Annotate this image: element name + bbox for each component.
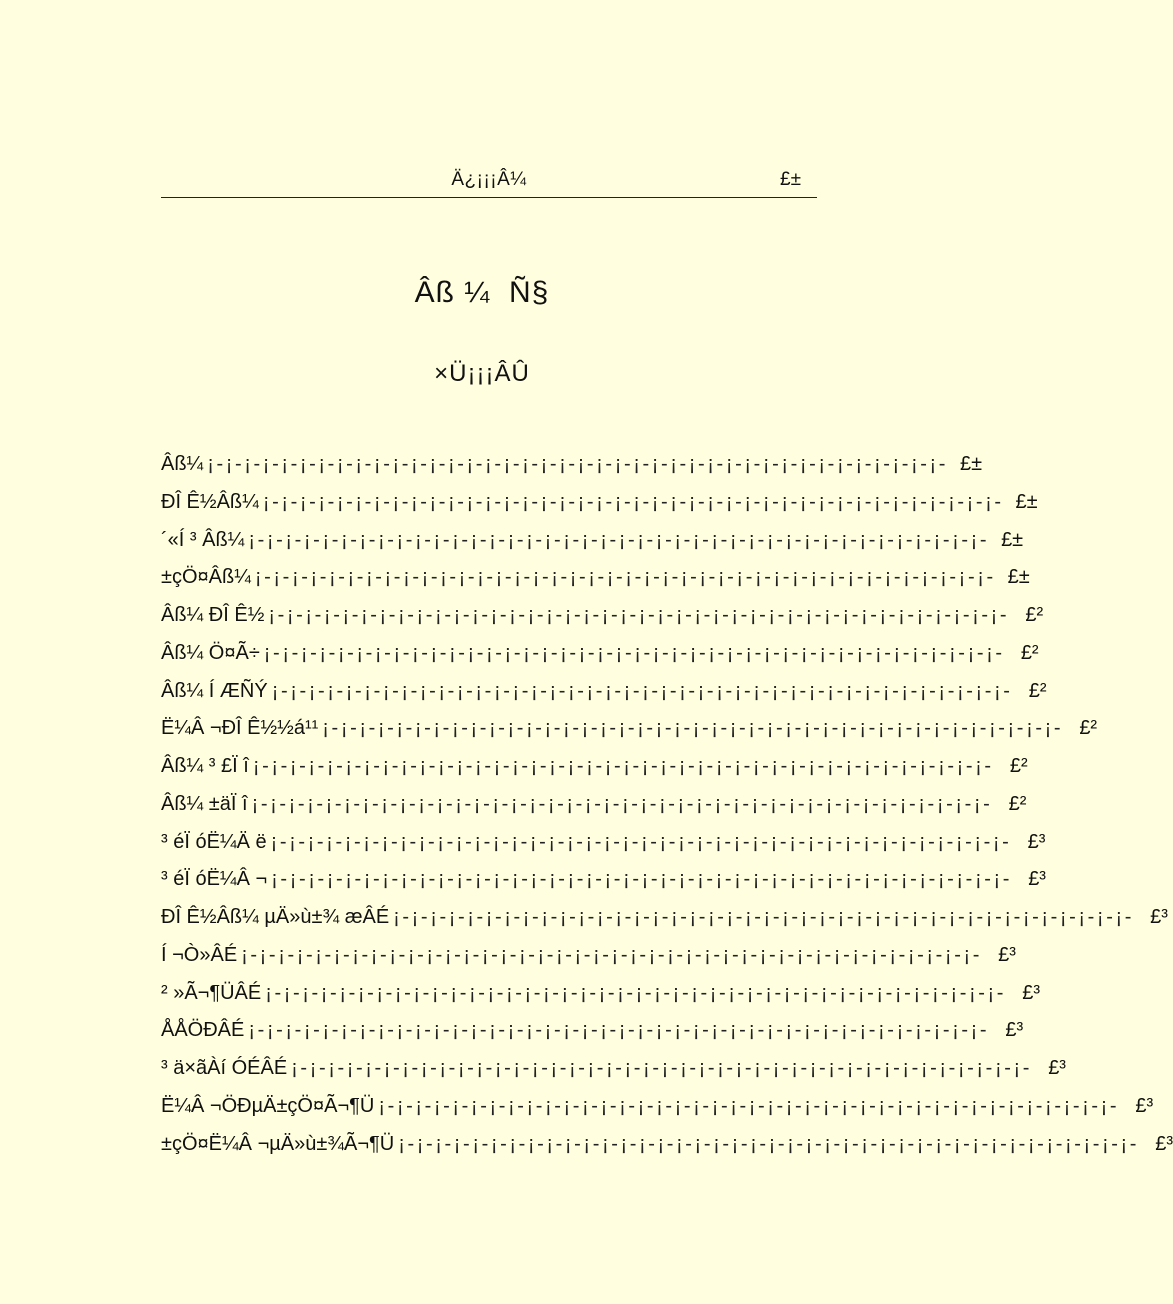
- toc-entry-label: Âß¼ Ö¤Ã÷: [161, 641, 260, 664]
- toc-entry-label: ³ éÏ óË¼Â ¬: [161, 868, 268, 891]
- toc-dot-leader: ¡-¡-¡-¡-¡-¡-¡-¡-¡-¡-¡-¡-¡-¡-¡-¡-¡-¡-¡-¡-¡-¡-¡-¡-¡-¡-¡-¡-¡-¡-¡-¡-¡-¡-¡-¡-¡-¡-¡-¡-: [254, 566, 996, 589]
- toc-dot-leader: ¡-¡-¡-¡-¡-¡-¡-¡-¡-¡-¡-¡-¡-¡-¡-¡-¡-¡-¡-¡-¡-¡-¡-¡-¡-¡-¡-¡-¡-¡-¡-¡-¡-¡-¡-¡-¡-¡-¡-¡-: [271, 868, 1012, 891]
- toc-entry[interactable]: [161, 1050, 1066, 1088]
- toc-entry-label: ´«Í ³ Âß¼: [161, 528, 245, 551]
- toc-entry-page-number: £²: [1025, 604, 1044, 626]
- toc-entry[interactable]: [161, 673, 1047, 711]
- toc-entry-label: Âß¼ Í ÆÑÝ: [161, 679, 268, 702]
- table-of-contents: [161, 446, 1173, 1163]
- running-header: [161, 165, 817, 198]
- toc-entry-page-number: £±: [1015, 490, 1038, 513]
- toc-entry-label: ÐÎ Ê½Âß¼ µÄ»ù±¾ æÂÉ: [161, 906, 390, 928]
- toc-dot-leader: ¡-¡-¡-¡-¡-¡-¡-¡-¡-¡-¡-¡-¡-¡-¡-¡-¡-¡-¡-¡-¡-¡-¡-¡-¡-¡-¡-¡-¡-¡-¡-¡-¡-¡-¡-¡-¡-¡-¡-¡-: [291, 1057, 1032, 1079]
- toc-entry-label: ³ ä×ãÀí ÓÉÂÉ: [161, 1057, 288, 1079]
- toc-dot-leader: ¡-¡-¡-¡-¡-¡-¡-¡-¡-¡-¡-¡-¡-¡-¡-¡-¡-¡-¡-¡-¡-¡-¡-¡-¡-¡-¡-¡-¡-¡-¡-¡-¡-¡-¡-¡-¡-¡-¡-¡-: [270, 830, 1012, 853]
- toc-entry-page-number: £²: [1009, 755, 1028, 777]
- toc-entry[interactable]: [161, 635, 1039, 673]
- toc-entry-page-number: £±: [1001, 528, 1024, 551]
- toc-dot-leader: ¡-¡-¡-¡-¡-¡-¡-¡-¡-¡-¡-¡-¡-¡-¡-¡-¡-¡-¡-¡-¡-¡-¡-¡-¡-¡-¡-¡-¡-¡-¡-¡-¡-¡-¡-¡-¡-¡-¡-¡-: [241, 943, 982, 966]
- toc-entry[interactable]: [161, 710, 1098, 748]
- toc-dot-leader: ¡-¡-¡-¡-¡-¡-¡-¡-¡-¡-¡-¡-¡-¡-¡-¡-¡-¡-¡-¡-¡-¡-¡-¡-¡-¡-¡-¡-¡-¡-¡-¡-¡-¡-¡-¡-¡-¡-¡-¡-: [322, 717, 1064, 740]
- toc-entry-page-number: £²: [1008, 792, 1027, 815]
- toc-entry-label: Âß¼ ±äÏ î: [161, 792, 248, 815]
- toc-entry-label: ±çÖ¤Âß¼: [161, 566, 251, 589]
- toc-entry-page-number: £³: [1150, 906, 1168, 928]
- toc-dot-leader: ¡-¡-¡-¡-¡-¡-¡-¡-¡-¡-¡-¡-¡-¡-¡-¡-¡-¡-¡-¡-¡-¡-¡-¡-¡-¡-¡-¡-¡-¡-¡-¡-¡-¡-¡-¡-¡-¡-¡-¡-: [271, 679, 1013, 702]
- toc-dot-leader: ¡-¡-¡-¡-¡-¡-¡-¡-¡-¡-¡-¡-¡-¡-¡-¡-¡-¡-¡-¡-¡-¡-¡-¡-¡-¡-¡-¡-¡-¡-¡-¡-¡-¡-¡-¡-¡-¡-¡-¡-: [393, 906, 1134, 928]
- toc-dot-leader: ¡-¡-¡-¡-¡-¡-¡-¡-¡-¡-¡-¡-¡-¡-¡-¡-¡-¡-¡-¡-¡-¡-¡-¡-¡-¡-¡-¡-¡-¡-¡-¡-¡-¡-¡-¡-¡-¡-¡-¡-: [268, 604, 1010, 626]
- toc-entry[interactable]: [161, 446, 983, 484]
- section-heading: ×Ü¡¡¡ÂÛ: [434, 360, 530, 387]
- toc-entry-label: Í ¬Ò»ÂÉ: [161, 943, 238, 966]
- toc-entry[interactable]: [161, 824, 1046, 862]
- toc-dot-leader: ¡-¡-¡-¡-¡-¡-¡-¡-¡-¡-¡-¡-¡-¡-¡-¡-¡-¡-¡-¡-¡-¡-¡-¡-¡-¡-¡-¡-¡-¡-¡-¡-¡-¡-¡-¡-¡-¡-¡-¡-: [378, 1094, 1120, 1117]
- toc-entry-label: Ë¼Â ¬ÖÐµÄ±çÖ¤Ã¬¶Ü: [161, 1094, 375, 1117]
- toc-dot-leader: ¡-¡-¡-¡-¡-¡-¡-¡-¡-¡-¡-¡-¡-¡-¡-¡-¡-¡-¡-¡-¡-¡-¡-¡-¡-¡-¡-¡-¡-¡-¡-¡-¡-¡-¡-¡-¡-¡-¡-¡-: [207, 453, 949, 475]
- running-header-title: Ä¿¡¡¡Â¼: [451, 169, 527, 190]
- toc-entry-page-number: £³: [1135, 1094, 1154, 1117]
- toc-dot-leader: ¡-¡-¡-¡-¡-¡-¡-¡-¡-¡-¡-¡-¡-¡-¡-¡-¡-¡-¡-¡-¡-¡-¡-¡-¡-¡-¡-¡-¡-¡-¡-¡-¡-¡-¡-¡-¡-¡-¡-¡-: [398, 1132, 1140, 1155]
- toc-dot-leader: ¡-¡-¡-¡-¡-¡-¡-¡-¡-¡-¡-¡-¡-¡-¡-¡-¡-¡-¡-¡-¡-¡-¡-¡-¡-¡-¡-¡-¡-¡-¡-¡-¡-¡-¡-¡-¡-¡-¡-¡-: [252, 755, 994, 777]
- toc-entry[interactable]: [161, 975, 1041, 1013]
- toc-entry-page-number: £²: [1079, 717, 1098, 740]
- toc-entry-page-number: £³: [1048, 1057, 1066, 1079]
- toc-dot-leader: ¡-¡-¡-¡-¡-¡-¡-¡-¡-¡-¡-¡-¡-¡-¡-¡-¡-¡-¡-¡-¡-¡-¡-¡-¡-¡-¡-¡-¡-¡-¡-¡-¡-¡-¡-¡-¡-¡-¡-¡-: [248, 528, 990, 551]
- toc-entry-page-number: £±: [1007, 566, 1030, 589]
- toc-entry[interactable]: [161, 861, 1046, 899]
- toc-entry[interactable]: [161, 748, 1028, 786]
- toc-entry-page-number: £³: [998, 943, 1016, 966]
- toc-entry-label: ±çÖ¤Ë¼Â ¬µÄ»ù±¾Ã¬¶Ü: [161, 1132, 395, 1155]
- toc-entry-page-number: £³: [1028, 868, 1046, 891]
- toc-entry[interactable]: [161, 899, 1168, 937]
- page-title: Âß ¼ Ñ§: [414, 276, 550, 309]
- toc-entry-page-number: £²: [1028, 679, 1047, 702]
- toc-entry[interactable]: [161, 1126, 1173, 1164]
- toc-entry[interactable]: [161, 786, 1027, 824]
- toc-entry-label: ³ éÏ óË¼Ä ë: [161, 830, 267, 853]
- toc-entry[interactable]: [161, 1088, 1154, 1126]
- toc-dot-leader: ¡-¡-¡-¡-¡-¡-¡-¡-¡-¡-¡-¡-¡-¡-¡-¡-¡-¡-¡-¡-¡-¡-¡-¡-¡-¡-¡-¡-¡-¡-¡-¡-¡-¡-¡-¡-¡-¡-¡-¡-: [251, 792, 993, 815]
- toc-entry-page-number: £³: [1022, 981, 1041, 1004]
- toc-entry-label: ÐÎ Ê½Âß¼: [161, 490, 259, 513]
- toc-entry[interactable]: [161, 559, 1030, 597]
- toc-dot-leader: ¡-¡-¡-¡-¡-¡-¡-¡-¡-¡-¡-¡-¡-¡-¡-¡-¡-¡-¡-¡-¡-¡-¡-¡-¡-¡-¡-¡-¡-¡-¡-¡-¡-¡-¡-¡-¡-¡-¡-¡-: [248, 1019, 990, 1042]
- toc-entry-label: Ë¼Â ¬ÐÎ Ê½½á¹¹: [161, 717, 319, 740]
- toc-dot-leader: ¡-¡-¡-¡-¡-¡-¡-¡-¡-¡-¡-¡-¡-¡-¡-¡-¡-¡-¡-¡-¡-¡-¡-¡-¡-¡-¡-¡-¡-¡-¡-¡-¡-¡-¡-¡-¡-¡-¡-¡-: [265, 981, 1007, 1004]
- toc-entry[interactable]: [161, 597, 1044, 635]
- toc-entry[interactable]: [161, 937, 1016, 975]
- toc-entry-label: ÅÅÖÐÂÉ: [161, 1019, 245, 1042]
- toc-dot-leader: ¡-¡-¡-¡-¡-¡-¡-¡-¡-¡-¡-¡-¡-¡-¡-¡-¡-¡-¡-¡-¡-¡-¡-¡-¡-¡-¡-¡-¡-¡-¡-¡-¡-¡-¡-¡-¡-¡-¡-¡-: [262, 490, 1004, 513]
- toc-entry-label: ² »Ã¬¶ÜÂÉ: [161, 981, 262, 1004]
- toc-entry-label: Âß¼ ³ £Ï î: [161, 755, 249, 777]
- toc-entry-page-number: £±: [959, 453, 983, 475]
- toc-entry[interactable]: [161, 484, 1038, 522]
- toc-dot-leader: ¡-¡-¡-¡-¡-¡-¡-¡-¡-¡-¡-¡-¡-¡-¡-¡-¡-¡-¡-¡-¡-¡-¡-¡-¡-¡-¡-¡-¡-¡-¡-¡-¡-¡-¡-¡-¡-¡-¡-¡-: [263, 641, 1005, 664]
- toc-entry-page-number: £²: [1020, 641, 1039, 664]
- toc-entry-label: Âß¼: [161, 453, 204, 475]
- toc-entry[interactable]: [161, 1012, 1024, 1050]
- toc-entry-page-number: £³: [1155, 1132, 1173, 1155]
- toc-entry-page-number: £³: [1027, 830, 1046, 853]
- running-header-page-number: £±: [780, 169, 801, 190]
- toc-entry-label: Âß¼ ÐÎ Ê½: [161, 604, 265, 626]
- toc-entry[interactable]: [161, 522, 1024, 560]
- toc-entry-page-number: £³: [1005, 1019, 1024, 1042]
